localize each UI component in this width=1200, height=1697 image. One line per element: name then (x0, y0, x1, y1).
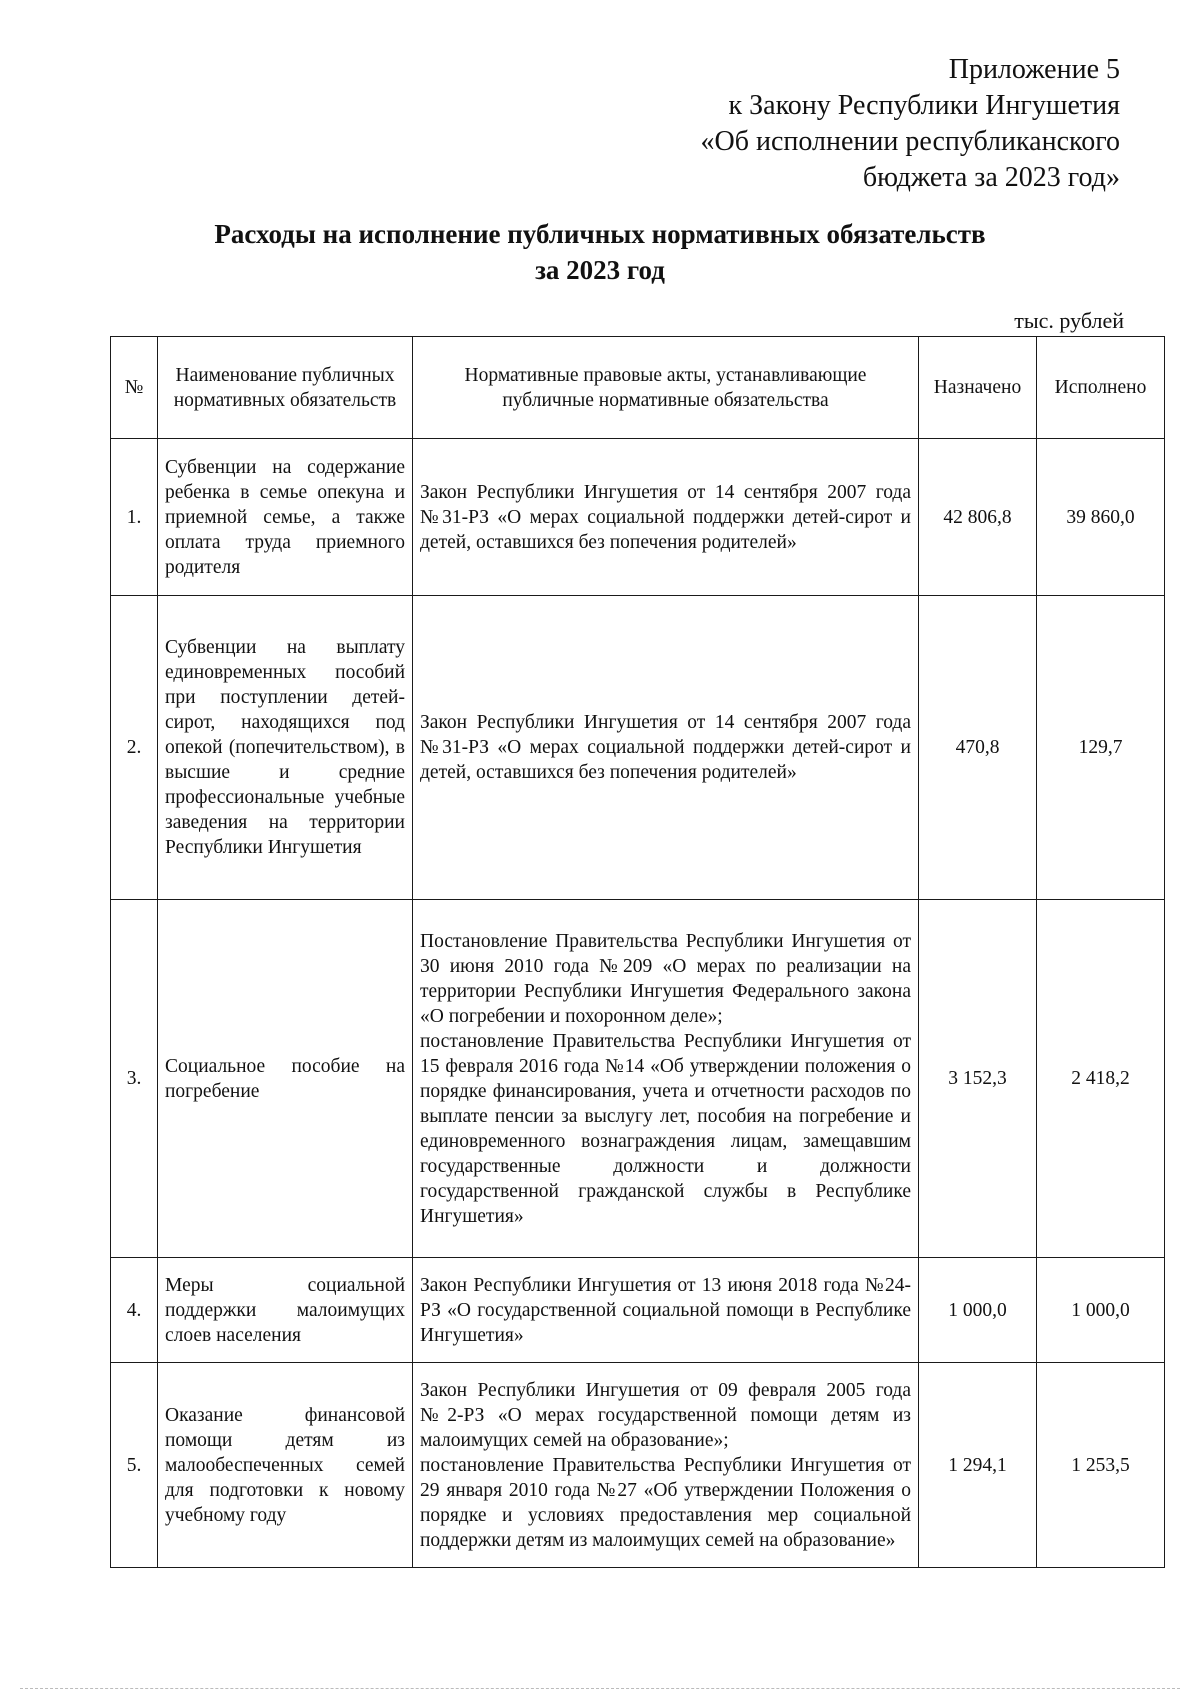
executed-amount: 129,7 (1037, 596, 1165, 900)
header-legal-acts: Нормативные правовые акты, устанавливающие публичные нормативные обязательства (413, 337, 919, 439)
header-obligation-name: Наименование публичных нормативных обязательств (158, 337, 413, 439)
table-header-row (111, 337, 1165, 439)
obligations-table (110, 336, 1165, 1568)
header-number: № (111, 337, 158, 439)
legal-acts (413, 900, 919, 1258)
legal-act: Закон Республики Ингушетия от 09 февраля 2005 года №2-РЗ «О мерах государственной помощи детям из малоимущих семей на образование»; (420, 1379, 911, 1451)
table-row (111, 900, 1165, 1258)
appendix-line-1: Приложение 5 (948, 54, 1120, 85)
header-executed: Исполнено (1037, 337, 1165, 439)
obligation-name: Субвенции на содержание ребенка в семье опекуна и приемной семье, а также оплата труда приемного родителя (158, 439, 413, 596)
legal-act: Закон Республики Ингушетия от 13 июня 2018 года №24-РЗ «О государственной социальной помощи в Республике Ингушетия» (420, 1274, 911, 1346)
legal-acts (413, 439, 919, 596)
title-line-1: Расходы на исполнение публичных нормативных обязательств (214, 219, 986, 249)
executed-amount: 1 253,5 (1037, 1363, 1165, 1568)
appendix-line-4: бюджета за 2023 год» (862, 162, 1120, 193)
row-number: 5. (111, 1363, 158, 1568)
planned-amount: 3 152,3 (919, 900, 1037, 1258)
title-line-2: за 2023 год (535, 255, 665, 285)
executed-amount: 1 000,0 (1037, 1258, 1165, 1363)
legal-acts (413, 1258, 919, 1363)
table-row (111, 1363, 1165, 1568)
units-label: тыс. рублей (1014, 308, 1124, 333)
appendix-heading (701, 52, 1121, 196)
legal-acts (413, 1363, 919, 1568)
legal-act: Закон Республики Ингушетия от 14 сентября 2007 года №31-РЗ «О мерах социальной поддержки детей-сирот и детей, оставшихся без попечения родителей» (420, 481, 911, 553)
table-row (111, 596, 1165, 900)
obligation-name: Оказание финансовой помощи детям из малообеспеченных семей для подготовки к новому учебному году (158, 1363, 413, 1568)
legal-act: постановление Правительства Республики Ингушетия от 15 февраля 2016 года №14 «Об утверждении положения о порядке финансирования, учета и отчетности расходов по выплате пенсии за выслугу лет, пособия на погребение и единовременного вознаграждения лицам, замещавшим государственные должности и должности государственной гражданской службы в Республике Ингушетия» (420, 1030, 911, 1227)
obligation-name: Меры социальной поддержки малоимущих слоев населения (158, 1258, 413, 1363)
planned-amount: 1 294,1 (919, 1363, 1037, 1568)
planned-amount: 42 806,8 (919, 439, 1037, 596)
legal-act: постановление Правительства Республики Ингушетия от 29 января 2010 года №27 «Об утверждении Положения о порядке и условиях предоставления мер социальной поддержки детям из малоимущих семей на образование» (420, 1454, 911, 1551)
planned-amount: 1 000,0 (919, 1258, 1037, 1363)
appendix-line-2: к Закону Республики Ингушетия (728, 90, 1120, 121)
scan-edge-divider (20, 1688, 1180, 1689)
header-planned: Назначено (919, 337, 1037, 439)
row-number: 2. (111, 596, 158, 900)
row-number: 4. (111, 1258, 158, 1363)
table-row (111, 439, 1165, 596)
row-number: 3. (111, 900, 158, 1258)
executed-amount: 2 418,2 (1037, 900, 1165, 1258)
row-number: 1. (111, 439, 158, 596)
obligation-name: Субвенции на выплату единовременных пособий при поступлении детей-сирот, находящихся под опекой (попечительством), в высшие и средние профессиональные учебные заведения на территории Республики Ингушетия (158, 596, 413, 900)
document-title (100, 216, 1100, 288)
planned-amount: 470,8 (919, 596, 1037, 900)
executed-amount: 39 860,0 (1037, 439, 1165, 596)
table-row (111, 1258, 1165, 1363)
legal-act: Постановление Правительства Республики Ингушетия от 30 июня 2010 года №209 «О мерах по реализации на территории Республики Ингушетия Федерального закона «О погребении и похоронном деле»; (420, 930, 911, 1027)
appendix-line-3: «Об исполнении республиканского (700, 126, 1120, 157)
legal-act: Закон Республики Ингушетия от 14 сентября 2007 года №31-РЗ «О мерах социальной поддержки детей-сирот и детей, оставшихся без попечения родителей» (420, 712, 911, 783)
legal-acts (413, 596, 919, 900)
obligation-name: Социальное пособие на погребение (158, 900, 413, 1258)
